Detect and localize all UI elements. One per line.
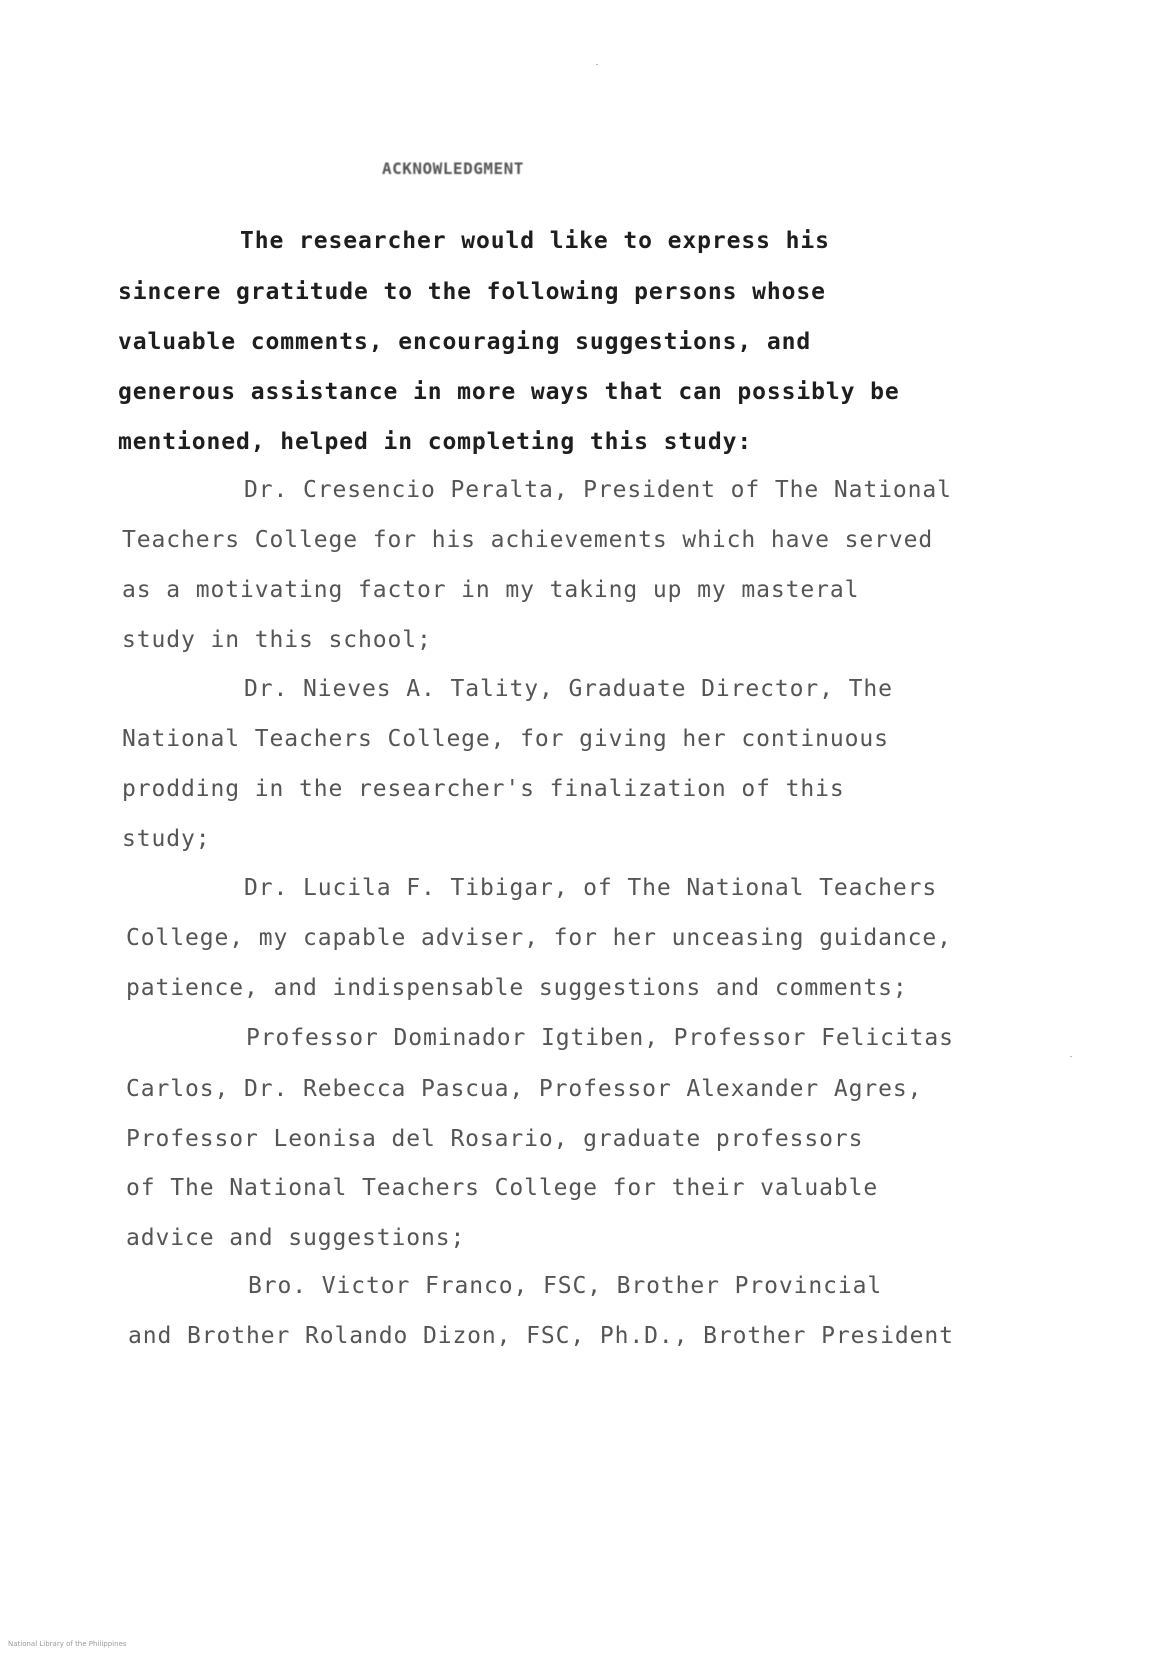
scan-speck bbox=[596, 64, 598, 65]
text-line: Bro. Victor Franco, FSC, Brother Provincial bbox=[248, 1273, 883, 1299]
text-line: Dr. Lucila F. Tibigar, of The National Teachers bbox=[244, 875, 938, 901]
text-line: Professor Dominador Igtiben, Professor Felicitas bbox=[246, 1025, 954, 1051]
text-line: valuable comments, encouraging suggestions, and bbox=[118, 329, 812, 355]
text-line: mentioned, helped in completing this study: bbox=[118, 429, 753, 455]
text-line: sincere gratitude to the following persons whose bbox=[118, 279, 826, 305]
text-line: study; bbox=[122, 826, 211, 852]
text-line: Professor Leonisa del Rosario, graduate professors bbox=[126, 1126, 864, 1152]
text-line: patience, and indispensable suggestions and comments; bbox=[126, 975, 908, 1001]
text-line: National Teachers College, for giving her continuous bbox=[122, 726, 889, 752]
text-line: College, my capable adviser, for her unceasing guidance, bbox=[126, 925, 952, 951]
text-line: The researcher would like to express his bbox=[240, 228, 830, 254]
text-line: as a motivating factor in my taking up my masteral bbox=[122, 577, 860, 603]
text-line: Carlos, Dr. Rebecca Pascua, Professor Alexander Agres, bbox=[126, 1076, 923, 1102]
text-line: Dr. Nieves A. Tality, Graduate Director, The bbox=[244, 676, 893, 702]
text-line: and Brother Rolando Dizon, FSC, Ph.D., Brother President bbox=[128, 1323, 954, 1349]
text-line: study in this school; bbox=[122, 627, 432, 653]
text-line: Teachers College for his achievements which have served bbox=[122, 527, 934, 553]
scan-footer: National Library of the Philippines bbox=[8, 1640, 127, 1648]
text-line: prodding in the researcher's finalization of this bbox=[122, 776, 845, 802]
text-line: of The National Teachers College for their valuable bbox=[126, 1175, 879, 1201]
text-line: advice and suggestions; bbox=[126, 1225, 466, 1251]
text-line: Dr. Cresencio Peralta, President of The National bbox=[244, 477, 952, 503]
scan-speck bbox=[1070, 1056, 1072, 1057]
page-title: ACKNOWLEDGMENT bbox=[382, 159, 524, 178]
text-line: generous assistance in more ways that can possibly be bbox=[118, 379, 900, 405]
